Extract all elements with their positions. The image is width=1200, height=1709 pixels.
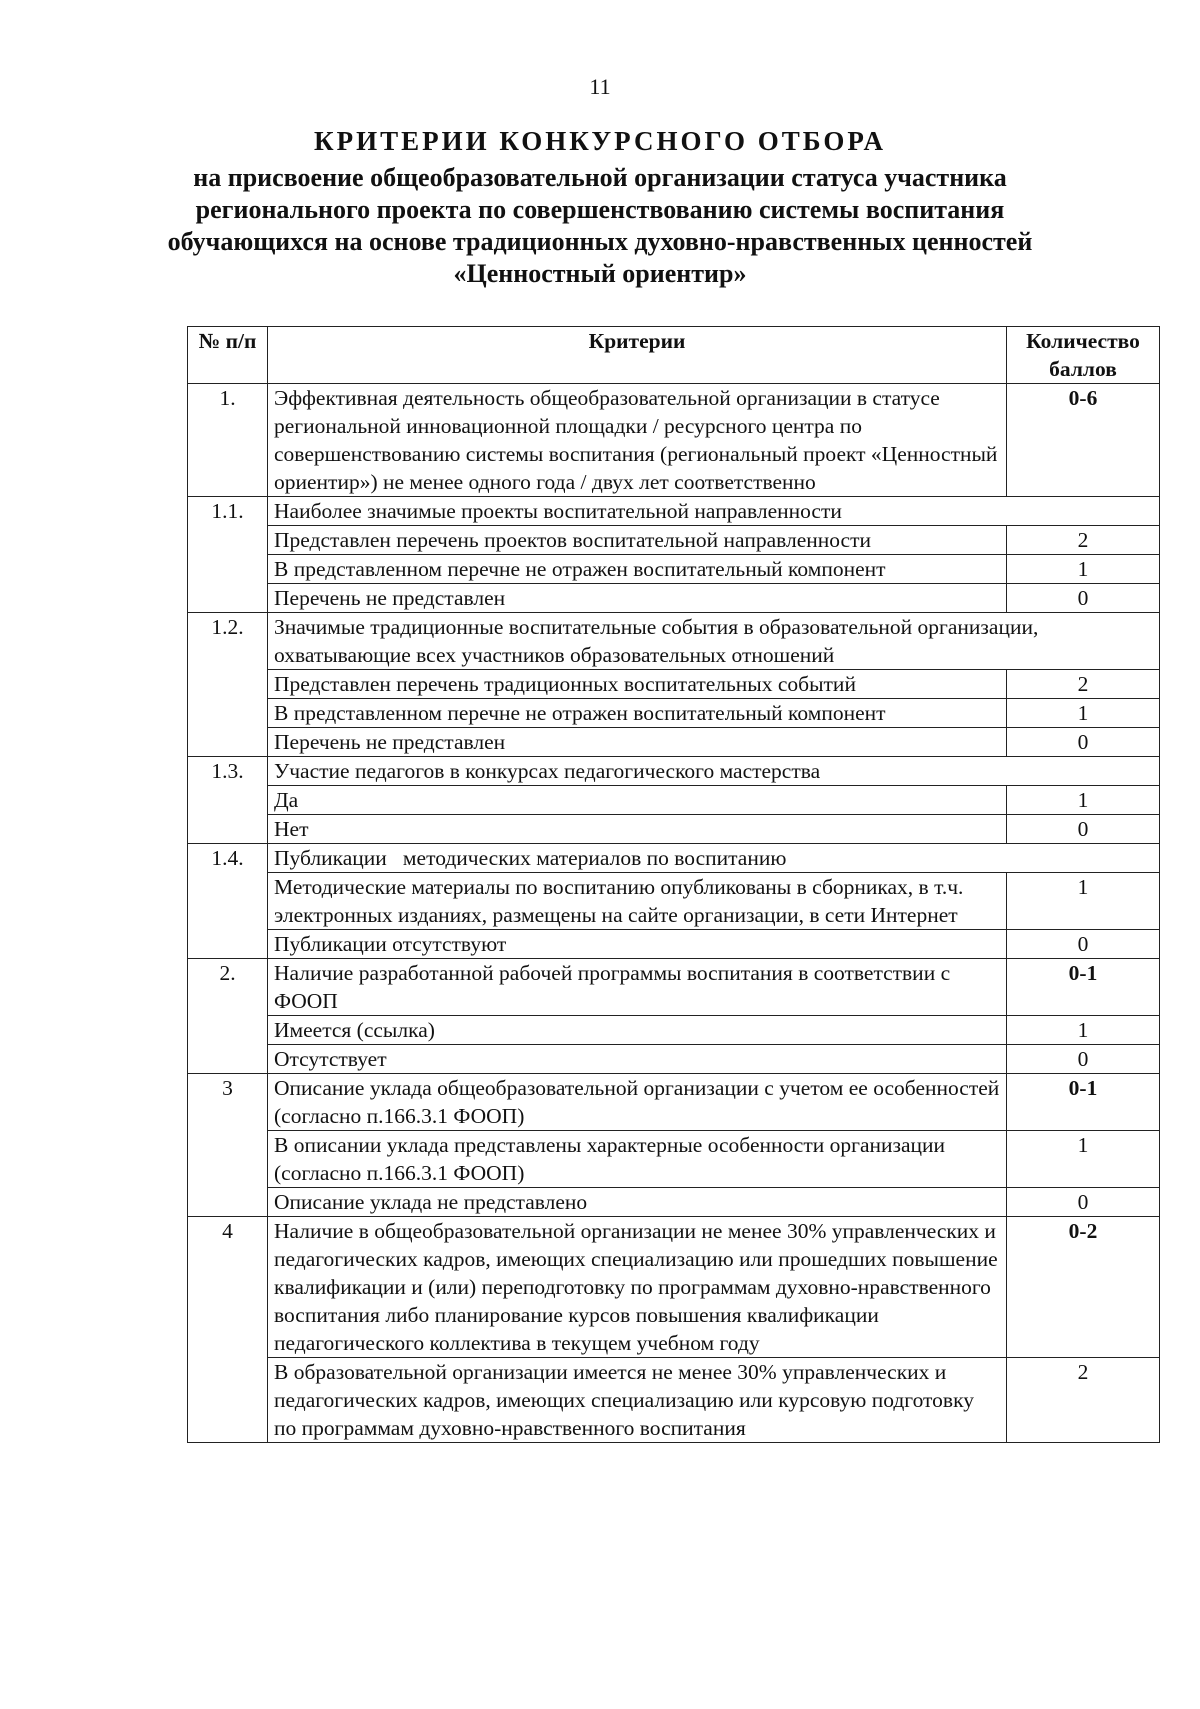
document-subtitle: [100, 162, 1100, 290]
table-row: [188, 1217, 1160, 1358]
table-row: [188, 670, 1160, 699]
criterion-points: 2: [1007, 1358, 1160, 1443]
table-row: [188, 1358, 1160, 1443]
header-num: № п/п: [188, 327, 268, 384]
criterion-points: 2: [1007, 526, 1160, 555]
table-row: [188, 815, 1160, 844]
criterion-text: Представлен перечень проектов воспитательной направленности: [268, 526, 1007, 555]
criterion-text: Участие педагогов в конкурсах педагогического мастерства: [268, 757, 1160, 786]
criterion-text: Эффективная деятельность общеобразовательной организации в статусе региональной инновационной площадки / ресурсного центра по совершенствованию системы воспитания (региональный проект «Ценностный ориентир») не менее одного года / двух лет соответственно: [268, 384, 1007, 497]
criterion-points: 1: [1007, 555, 1160, 584]
criterion-points: 2: [1007, 670, 1160, 699]
table-row: [188, 1045, 1160, 1074]
row-number: 2.: [188, 959, 268, 1074]
criterion-text: Нет: [268, 815, 1007, 844]
criterion-text: Наличие в общеобразовательной организации не менее 30% управленческих и педагогических кадров, имеющих специализацию или прошедших повышение квалификации и (или) переподготовку по программам духовно-нравственного воспитания либо планирование курсов повышения квалификации педагогического коллектива в текущем учебном году: [268, 1217, 1007, 1358]
table-row: [188, 930, 1160, 959]
table-row: [188, 786, 1160, 815]
table-row: [188, 584, 1160, 613]
table-row: [188, 873, 1160, 930]
table-row: [188, 844, 1160, 873]
criterion-points: 1: [1007, 699, 1160, 728]
criterion-text: В представленном перечне не отражен воспитательный компонент: [268, 555, 1007, 584]
subtitle-line: обучающихся на основе традиционных духовно-нравственных ценностей: [167, 227, 1033, 256]
header-criteria: Критерии: [268, 327, 1007, 384]
criterion-text: Наличие разработанной рабочей программы воспитания в соответствии с ФООП: [268, 959, 1007, 1016]
criterion-text: Перечень не представлен: [268, 584, 1007, 613]
table-row: [188, 497, 1160, 526]
criterion-points: 0: [1007, 728, 1160, 757]
criterion-text: Представлен перечень традиционных воспитательных событий: [268, 670, 1007, 699]
row-number: 1.2.: [188, 613, 268, 757]
row-number: 4: [188, 1217, 268, 1443]
criterion-text: Отсутствует: [268, 1045, 1007, 1074]
criterion-points: 0: [1007, 1045, 1160, 1074]
table-row: [188, 1074, 1160, 1131]
table-row: [188, 555, 1160, 584]
criterion-points: 1: [1007, 873, 1160, 930]
table-row: [188, 1131, 1160, 1188]
criterion-text: Публикации методических материалов по воспитанию: [268, 844, 1160, 873]
page-number: 11: [589, 74, 611, 99]
criterion-points: 1: [1007, 786, 1160, 815]
table-row: [188, 728, 1160, 757]
criterion-text: В представленном перечне не отражен воспитательный компонент: [268, 699, 1007, 728]
row-number: 3: [188, 1074, 268, 1217]
table-row: [188, 1188, 1160, 1217]
criterion-points: 1: [1007, 1131, 1160, 1188]
row-number: 1.3.: [188, 757, 268, 844]
criterion-points: 0-1: [1007, 1074, 1160, 1131]
table-row: [188, 959, 1160, 1016]
table-row: [188, 384, 1160, 497]
subtitle-line: на присвоение общеобразовательной организации статуса участника: [193, 163, 1007, 192]
table-row: [188, 526, 1160, 555]
table-row: [188, 1016, 1160, 1045]
table-row: [188, 613, 1160, 670]
criterion-text: Описание уклада общеобразовательной организации с учетом ее особенностей (согласно п.166.3.1 ФООП): [268, 1074, 1007, 1131]
criterion-points: 0-6: [1007, 384, 1160, 497]
criterion-points: 0-1: [1007, 959, 1160, 1016]
criterion-points: 0: [1007, 815, 1160, 844]
criterion-points: 0-2: [1007, 1217, 1160, 1358]
criterion-points: 0: [1007, 930, 1160, 959]
criterion-text: Да: [268, 786, 1007, 815]
row-number: 1.: [188, 384, 268, 497]
row-number: 1.1.: [188, 497, 268, 613]
table-header-row: [188, 327, 1160, 384]
subtitle-line: «Ценностный ориентир»: [453, 259, 747, 288]
criterion-points: 1: [1007, 1016, 1160, 1045]
criterion-text: Методические материалы по воспитанию опубликованы в сборниках, в т.ч. электронных изданиях, размещены на сайте организации, в сети Интернет: [268, 873, 1007, 930]
criteria-table: [187, 326, 1160, 1443]
subtitle-line: регионального проекта по совершенствованию системы воспитания: [195, 195, 1005, 224]
criterion-text: Публикации отсутствуют: [268, 930, 1007, 959]
table-row: [188, 699, 1160, 728]
criterion-points: 0: [1007, 1188, 1160, 1217]
document-title: КРИТЕРИИ КОНКУРСНОГО ОТБОРА: [314, 126, 886, 156]
header-points: Количество баллов: [1007, 327, 1160, 384]
criterion-text: Наиболее значимые проекты воспитательной направленности: [268, 497, 1160, 526]
criterion-text: Значимые традиционные воспитательные события в образовательной организации, охватывающие всех участников образовательных отношений: [268, 613, 1160, 670]
criterion-text: Перечень не представлен: [268, 728, 1007, 757]
criterion-text: Имеется (ссылка): [268, 1016, 1007, 1045]
criterion-points: 0: [1007, 584, 1160, 613]
table-row: [188, 757, 1160, 786]
criterion-text: Описание уклада не представлено: [268, 1188, 1007, 1217]
criterion-text: В образовательной организации имеется не менее 30% управленческих и педагогических кадров, имеющих специализацию или курсовую подготовку по программам духовно-нравственного воспитания: [268, 1358, 1007, 1443]
row-number: 1.4.: [188, 844, 268, 959]
criterion-text: В описании уклада представлены характерные особенности организации (согласно п.166.3.1 ФООП): [268, 1131, 1007, 1188]
